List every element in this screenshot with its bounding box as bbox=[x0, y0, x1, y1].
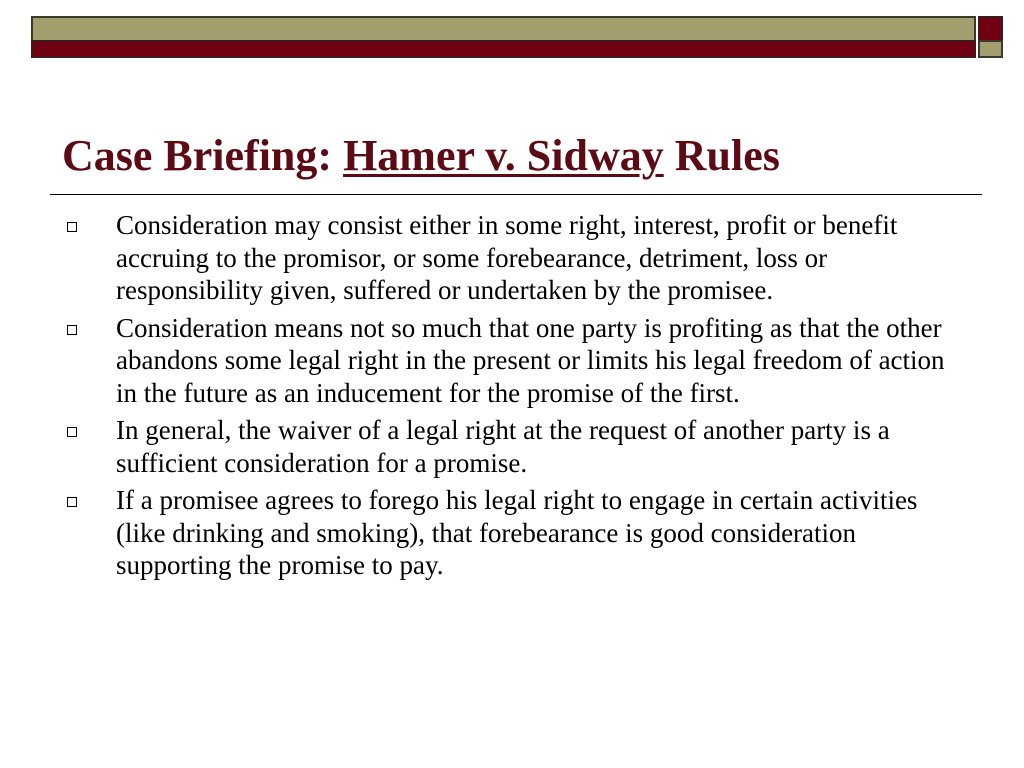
title-divider bbox=[50, 194, 982, 195]
bullet-text: Consideration may consist either in some right, interest, profit or benefit accruing to the promisor, or some forebearance, detriment, loss or responsibility given, suffered or undertaken by the promisee. bbox=[116, 210, 898, 305]
header-banner-red-stripe bbox=[31, 40, 976, 58]
hollow-square-bullet-icon bbox=[67, 427, 77, 437]
bullet-text: If a promisee agrees to forego his legal right to engage in certain activities (like drinking and smoking), that forebearance is good consideration supporting the promise to pay. bbox=[116, 485, 918, 580]
bullet-text: In general, the waiver of a legal right at the request of another party is a sufficient consideration for a promise. bbox=[116, 415, 890, 478]
bullet-list bbox=[62, 209, 967, 587]
header-corner-olive-block bbox=[978, 40, 1003, 58]
bullet-item bbox=[62, 312, 967, 410]
bullet-item bbox=[62, 484, 967, 582]
header-banner-olive-stripe bbox=[31, 16, 976, 42]
header-corner-red-block bbox=[978, 16, 1003, 42]
hollow-square-bullet-icon bbox=[67, 222, 77, 232]
slide-title-prefix: Case Briefing: bbox=[62, 131, 344, 180]
hollow-square-bullet-icon bbox=[67, 325, 77, 335]
slide-title-suffix: Rules bbox=[663, 131, 780, 180]
slide-title bbox=[62, 126, 780, 186]
bullet-item bbox=[62, 209, 967, 307]
hollow-square-bullet-icon bbox=[67, 497, 77, 507]
slide-title-case-name: Hamer v. Sidway bbox=[343, 131, 664, 180]
bullet-text: Consideration means not so much that one party is profiting as that the other abandons some legal right in the present or limits his legal freedom of action in the future as an inducement for the promise of the first. bbox=[116, 312, 945, 408]
bullet-item bbox=[62, 414, 967, 479]
